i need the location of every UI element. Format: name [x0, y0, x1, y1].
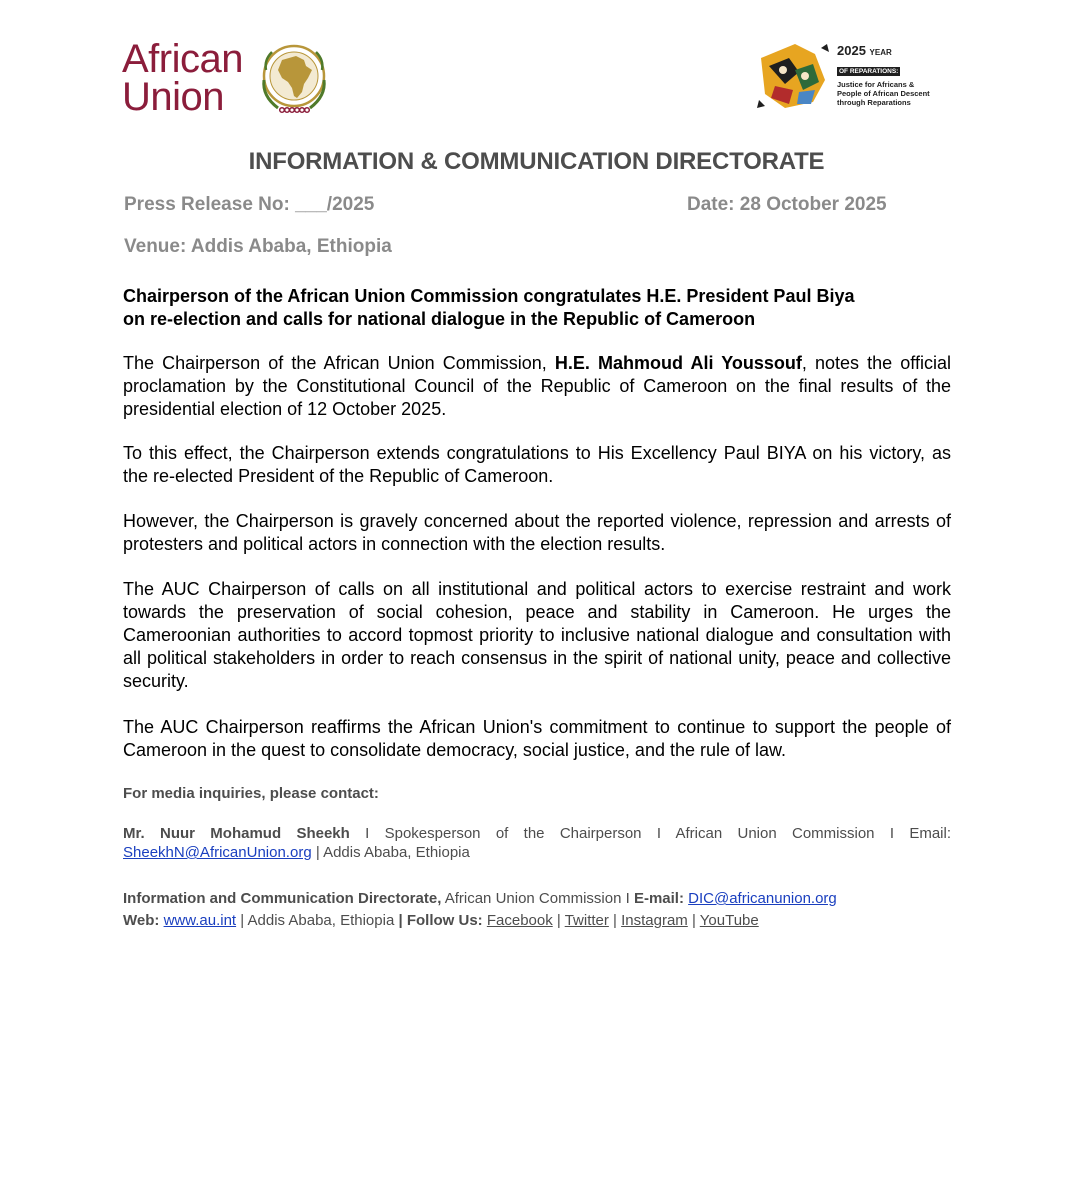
reparations-emblem-icon: [755, 40, 833, 112]
facebook-link[interactable]: Facebook: [486, 912, 553, 929]
spokesperson-contact: Mr. Nuur Mohamud Sheekh I Spokesperson of the Chairperson I African Union Commission I Email: SheekhN@AfricanUnion.org | Addis Ababa, Ethiopia: [123, 825, 951, 861]
africa-map-emblem-icon: [252, 40, 336, 118]
paragraph-5: The AUC Chairperson reaffirms the African Union's commitment to continue to support the people of Cameroon in the quest to consolidate democracy, social justice, and the rule of law.: [123, 717, 951, 760]
instagram-link[interactable]: Instagram: [621, 912, 688, 929]
youtube-link[interactable]: YouTube: [699, 912, 759, 929]
press-release-number: Press Release No: ___/2025: [124, 194, 375, 215]
twitter-link[interactable]: Twitter: [564, 912, 609, 929]
paragraph-4: The AUC Chairperson of calls on all institutional and political actors to exercise restraint and work towards the preservation of social cohesion, peace and stability in Cameroon. He urges the Cameroonian authorities to accord topmost priority to inclusive national dialogue and consultation with all political stakeholders in order to reach consensus in the spirit of national unity, peace and collective security.: [123, 579, 951, 691]
reparations-subtitle: Justice for Africans & People of African Descent through Reparations: [837, 80, 930, 107]
reparations-year: 2025 YEAR: [837, 43, 892, 58]
headline: Chairperson of the African Union Commission congratulates H.E. President Paul Biya on re-election and calls for national dialogue in the Republic of Cameroon: [123, 286, 855, 329]
year-of-reparations-logo: [755, 40, 950, 112]
au-wordmark-line2: Union: [122, 75, 225, 119]
footer-line-2: Web: www.au.int | Addis Ababa, Ethiopia | Follow Us: Facebook | Twitter | Instagram | YouTube: [123, 912, 759, 929]
spokesperson-name: Mr. Nuur Mohamud Sheekh: [123, 825, 350, 842]
au-wordmark-line1: African: [122, 37, 243, 81]
chairperson-name: H.E. Mahmoud Ali Youssouf: [554, 353, 802, 373]
paragraph-1: The Chairperson of the African Union Commission, H.E. Mahmoud Ali Youssouf, notes the official proclamation by the Constitutional Council of the Republic of Cameroon on the final results of the presidential election of 12 October 2025.: [123, 353, 951, 419]
au-wordmark: [122, 37, 243, 119]
release-date: Date: 28 October 2025: [687, 194, 887, 215]
directorate-title: INFORMATION & COMMUNICATION DIRECTORATE: [248, 148, 825, 175]
footer-line-1: Information and Communication Directorate, African Union Commission I E-mail: DIC@africanunion.org: [123, 890, 837, 907]
reparations-text: [837, 44, 952, 107]
african-union-logo: [122, 37, 337, 119]
paragraph-2: To this effect, the Chairperson extends congratulations to His Excellency Paul BIYA on his victory, as the re-elected President of the Republic of Cameroon.: [123, 443, 951, 486]
reparations-tag: OF REPARATIONS:: [839, 68, 899, 75]
dic-email-link[interactable]: DIC@africanunion.org: [688, 890, 837, 907]
paragraph-3: However, the Chairperson is gravely concerned about the reported violence, repression and arrests of protesters and political actors in connection with the election results.: [123, 511, 951, 554]
website-link[interactable]: www.au.int: [163, 912, 237, 929]
media-inquiries-title: For media inquiries, please contact:: [123, 785, 379, 802]
spokesperson-email-link[interactable]: SheekhN@AfricanUnion.org: [123, 844, 312, 861]
release-venue: Venue: Addis Ababa, Ethiopia: [124, 236, 392, 257]
